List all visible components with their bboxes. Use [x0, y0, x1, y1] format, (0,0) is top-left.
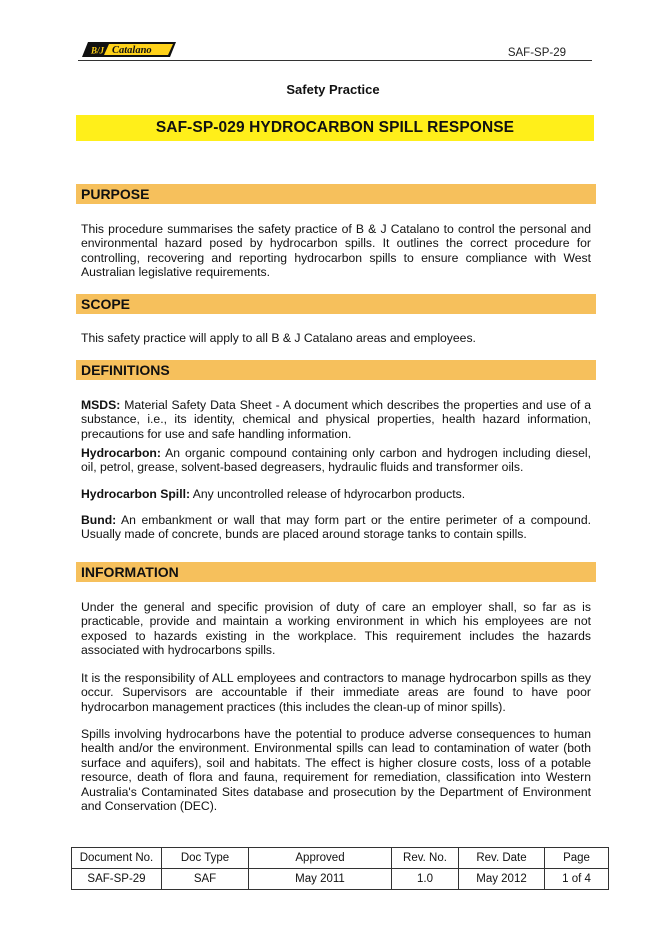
section-purpose-heading: PURPOSE [81, 186, 150, 202]
svg-text:Catalano: Catalano [112, 45, 152, 56]
company-logo [82, 41, 176, 58]
svg-text:B/J: B/J [91, 45, 105, 56]
document-title: SAF-SP-029 HYDROCARBON SPILL RESPONSE [155, 119, 515, 136]
header-doc-id: SAF-SP-29 [507, 47, 566, 59]
definition-bund [81, 513, 591, 542]
header-divider [78, 60, 592, 61]
definition-term: MSDS: [81, 398, 121, 412]
table-header-cell: Rev. No. [392, 848, 459, 869]
table-header-row [72, 848, 609, 869]
table-cell: May 2012 [459, 869, 545, 890]
scope-text: This safety practice will apply to all B & J Catalano areas and employees. [81, 331, 476, 345]
table-row [72, 869, 609, 890]
section-definitions-header [76, 360, 596, 380]
information-paragraph: It is the responsibility of ALL employees and contractors to manage hydrocarbon spills as they occur. Supervisors are accountable if their immediate areas are found to have poor hydrocarbon management practices (this includes the clean-up of minor spills). [81, 671, 591, 714]
table-cell: 1.0 [392, 869, 459, 890]
table-header-cell: Rev. Date [459, 848, 545, 869]
section-purpose-header [76, 184, 596, 204]
table-cell: SAF [162, 869, 249, 890]
information-paragraph: Spills involving hydrocarbons have the potential to produce adverse consequences to human health and/or the environment. Environmental spills can lead to contamination of water (both surface and aquifers), soil and habitats. The effect is higher closure costs, loss of a potable resource, death of flora and fauna, requirement for remediation, classification into Western Australia's Contaminated Sites database and prosecution by the Department of Environment and Conservation (DEC). [81, 727, 591, 814]
definition-term: Bund: [81, 513, 117, 527]
definition-term: Hydrocarbon Spill: [81, 487, 191, 501]
table-cell: May 2011 [249, 869, 392, 890]
section-information-heading: INFORMATION [81, 564, 179, 580]
table-cell: SAF-SP-29 [72, 869, 162, 890]
table-header-cell: Document No. [72, 848, 162, 869]
section-information-header [76, 562, 596, 582]
table-header-cell: Doc Type [162, 848, 249, 869]
definition-msds [81, 398, 591, 441]
information-paragraph: Under the general and specific provision of duty of care an employer shall, so far as is practicable, provide and maintain a working environment in which his employees are not exposed to hazards existing in the workplace. This requirement includes the hazards associated with hydrocarbons spills. [81, 600, 591, 658]
section-scope-heading: SCOPE [81, 296, 131, 312]
document-title-bar [76, 115, 594, 141]
definition-hydrocarbon-spill [81, 487, 591, 501]
definition-text: An organic compound containing only carbon and hydrogen including diesel, oil, petrol, grease, solvent-based degreasers, hydraulic fluids and transformer oils. [81, 446, 591, 475]
table-header-cell: Approved [249, 848, 392, 869]
purpose-text: This procedure summarises the safety practice of B & J Catalano to control the personal and environmental hazard posed by hydrocarbon spills. It outlines the correct procedure for controlling, recovering and reporting hydrocarbon spills to ensure compliance with West Australian legislative requirements. [81, 222, 591, 280]
definition-text: An embankment or wall that may form part or the entire perimeter of a compound. Usually made of concrete, bunds are placed around storage tanks to contain spills. [81, 513, 591, 542]
practice-label: Safety Practice [286, 82, 380, 97]
definition-text: Any uncontrolled release of hdyrocarbon products. [190, 487, 466, 501]
definition-term: Hydrocarbon: [81, 446, 161, 460]
definition-hydrocarbon [81, 446, 591, 475]
section-definitions-heading: DEFINITIONS [81, 362, 170, 378]
definition-text: Material Safety Data Sheet - A document which describes the properties and use of a substance, i.e., its identity, chemical and physical properties, health hazard information, precautions for use and safe handling information. [81, 398, 591, 441]
document-control-table [71, 847, 609, 890]
table-cell: 1 of 4 [545, 869, 609, 890]
section-scope-header [76, 294, 596, 314]
table-header-cell: Page [545, 848, 609, 869]
